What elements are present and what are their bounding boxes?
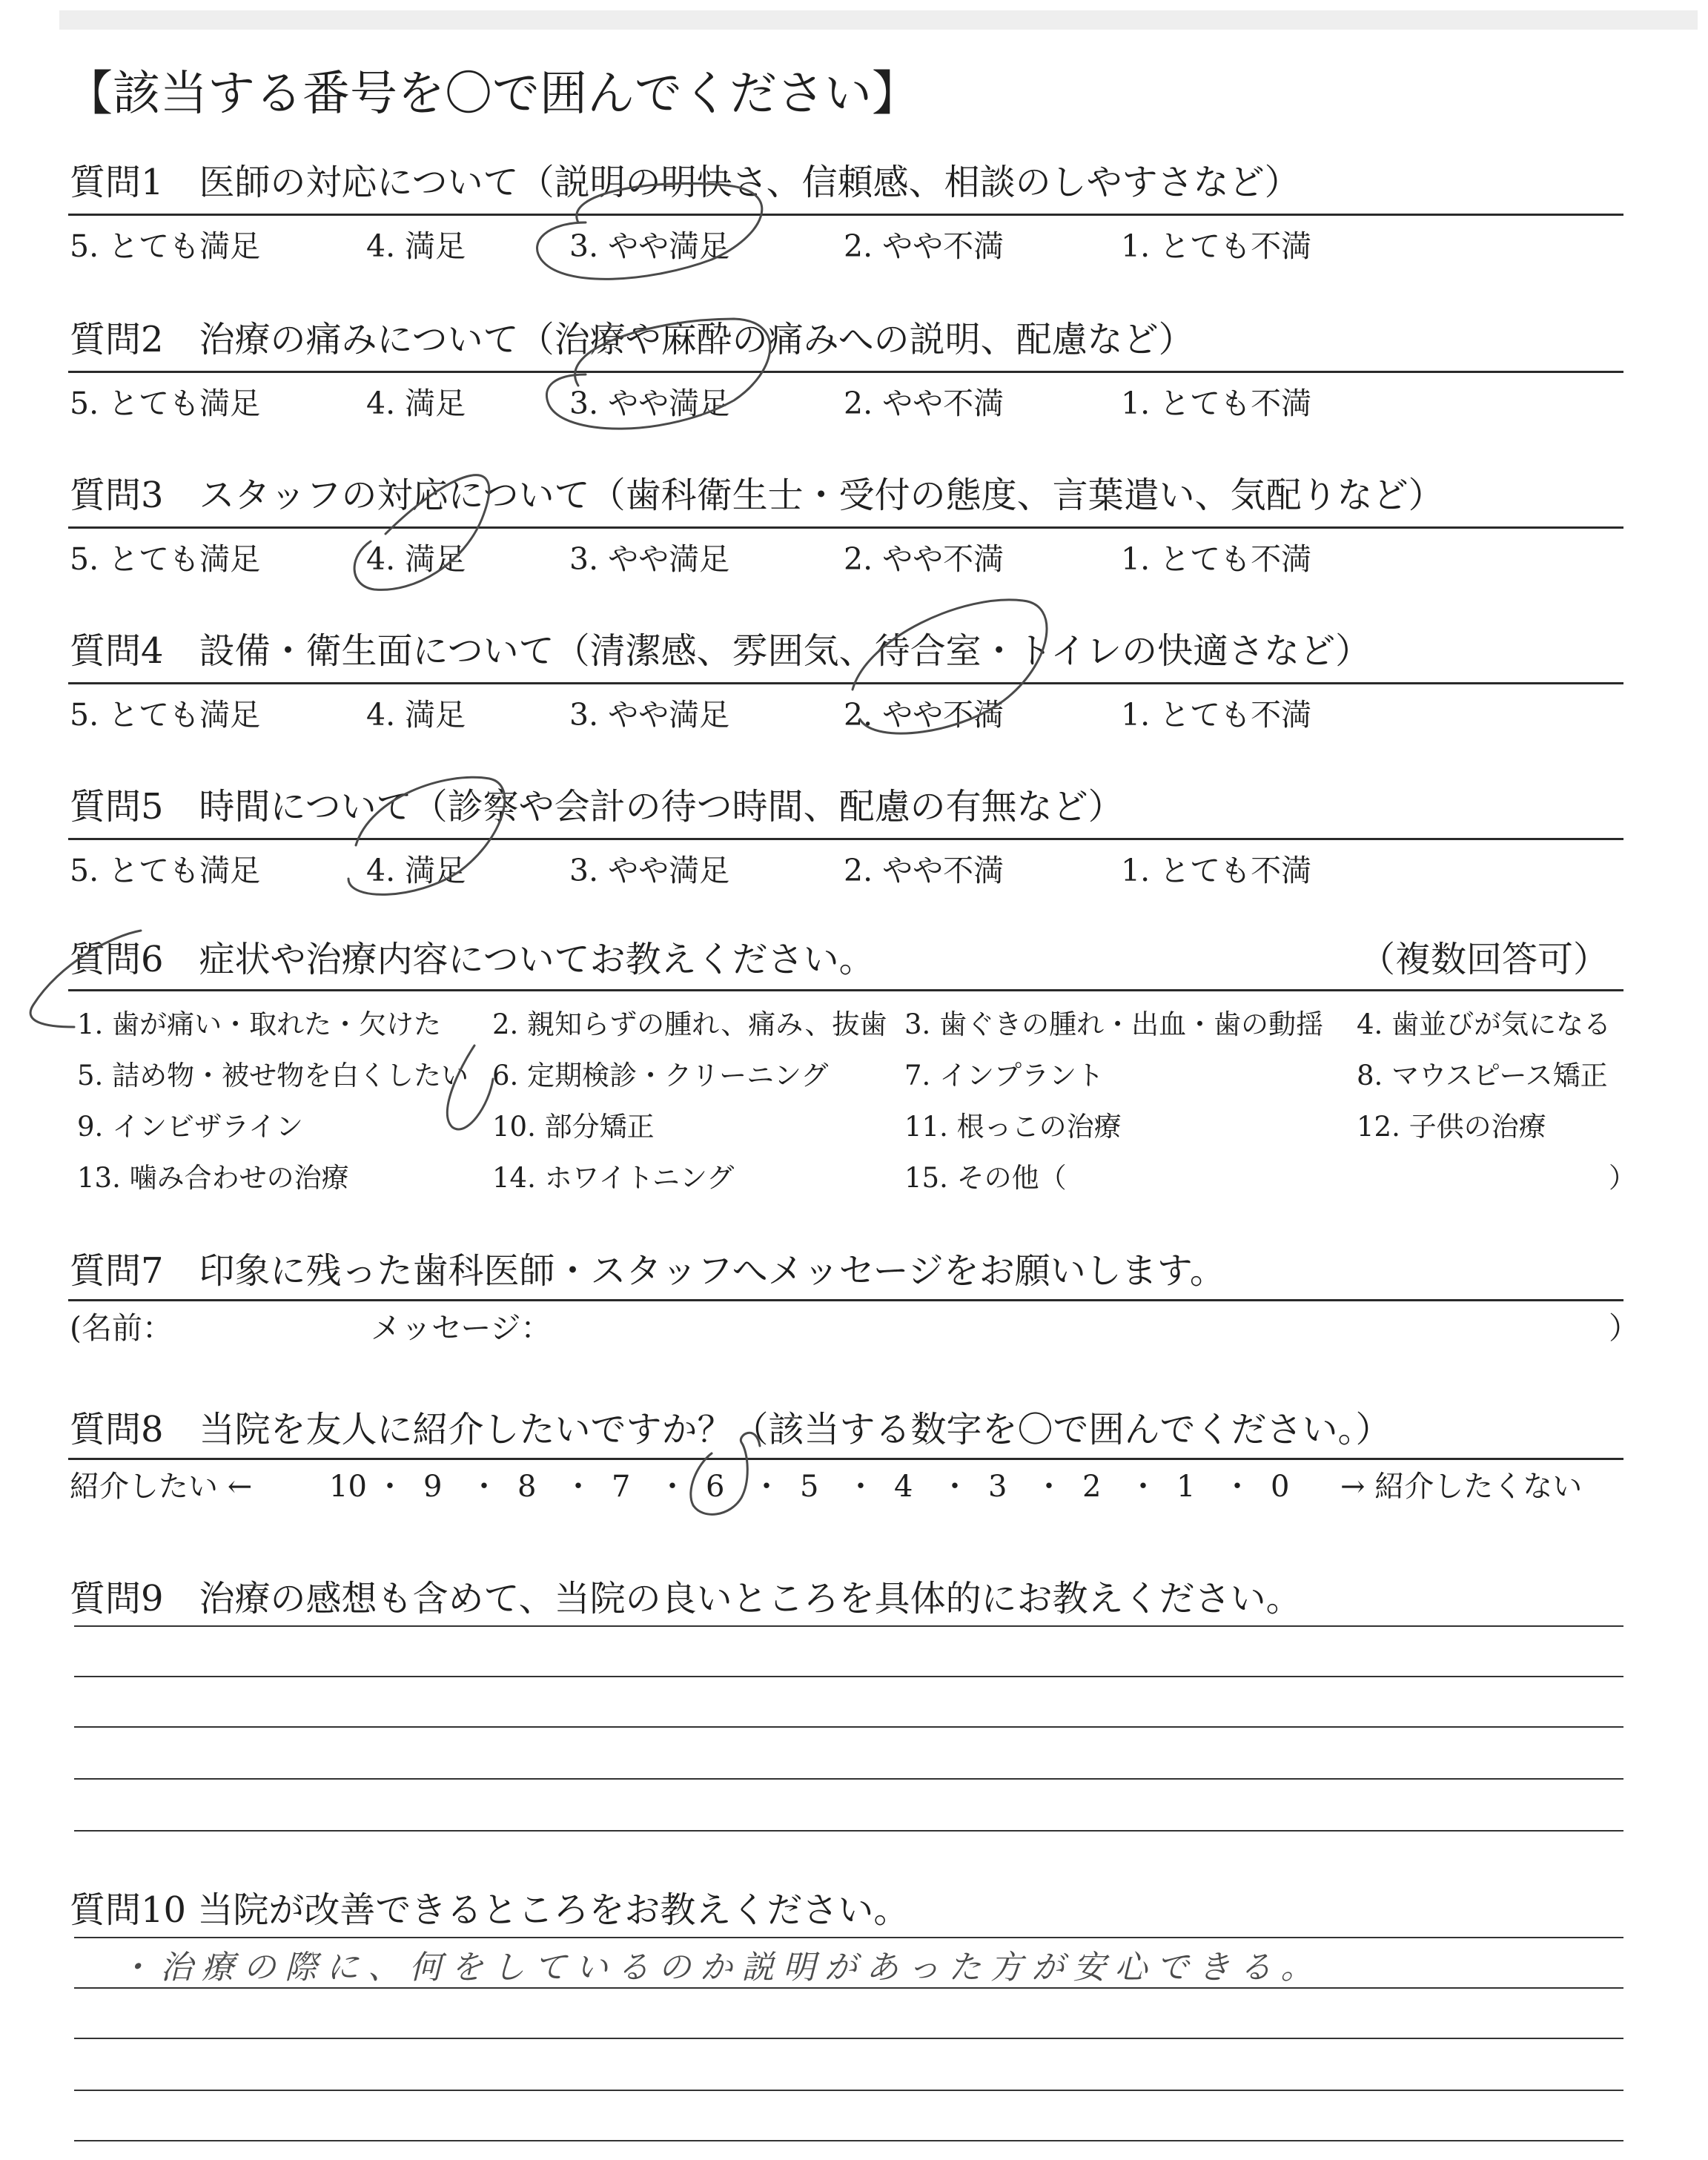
q3-option-2[interactable]: 2. やや不満 <box>844 541 1004 577</box>
q8-right-label: → 紹介したくない <box>1340 1470 1583 1504</box>
q3-rule <box>68 526 1623 529</box>
q8-rule <box>68 1458 1623 1460</box>
q1-heading: 質問1 医師の対応について（説明の明快さ、信頼感、相談のしやすさなど） <box>70 162 1300 203</box>
q3-heading: 質問3 スタッフの対応について（歯科衛生士・受付の態度、言葉遣い、気配りなど） <box>70 475 1444 516</box>
q2-rule <box>68 371 1623 373</box>
scan-top-band <box>59 10 1698 30</box>
q10-answer-line <box>74 2038 1623 2039</box>
q4-option-4[interactable]: 4. 満足 <box>366 697 466 733</box>
q8-heading: 質問8 当院を友人に紹介したいですか？（該当する数字を〇で囲んでください。） <box>70 1409 1391 1450</box>
q8-scale-value-6[interactable]: 6 <box>706 1470 725 1504</box>
q6-option-8[interactable]: 8. マウスピース矯正 <box>1357 1060 1608 1091</box>
q6-option-9[interactable]: 9. インビザライン <box>77 1111 303 1143</box>
q8-scale-separator: ・ <box>1034 1470 1064 1504</box>
q9-heading: 質問9 治療の感想も含めて、当院の良いところを具体的にお教えください。 <box>70 1578 1302 1619</box>
q8-scale-value-7[interactable]: 7 <box>612 1470 631 1504</box>
q1-option-2[interactable]: 2. やや不満 <box>844 228 1004 264</box>
q3-option-4[interactable]: 4. 満足 <box>366 541 466 577</box>
q4-rule <box>68 682 1623 684</box>
q10-answer-line <box>74 2140 1623 2141</box>
q4-heading: 質問4 設備・衛生面について（清潔感、雰囲気、待合室・トイレの快適さなど） <box>70 630 1371 672</box>
q10-answer-line <box>74 1937 1623 1938</box>
q5-option-2[interactable]: 2. やや不満 <box>844 853 1004 888</box>
q6-option-1[interactable]: 1. 歯が痛い・取れた・欠けた <box>77 1008 442 1040</box>
q8-scale-separator: ・ <box>469 1470 499 1504</box>
q9-answer-line <box>74 1676 1623 1677</box>
q4-option-5[interactable]: 5. とても満足 <box>70 697 261 733</box>
q8-scale-value-1[interactable]: 1 <box>1176 1470 1196 1504</box>
q6-rule <box>68 989 1623 991</box>
q5-option-1[interactable]: 1. とても不満 <box>1121 853 1312 888</box>
q8-scale-separator: ・ <box>752 1470 781 1504</box>
q6-other-close-paren: ） <box>1609 1162 1636 1194</box>
q8-scale-separator: ・ <box>1222 1470 1252 1504</box>
q1-option-5[interactable]: 5. とても満足 <box>70 228 261 264</box>
q9-answer-line <box>74 1830 1623 1832</box>
q8-scale-value-2[interactable]: 2 <box>1082 1470 1102 1504</box>
q5-option-4[interactable]: 4. 満足 <box>366 853 466 888</box>
q2-option-2[interactable]: 2. やや不満 <box>844 386 1004 421</box>
q7-heading: 質問7 印象に残った歯科医師・スタッフへメッセージをお願いします。 <box>70 1250 1225 1292</box>
q8-scale-value-5[interactable]: 5 <box>800 1470 819 1504</box>
q8-scale-value-4[interactable]: 4 <box>894 1470 913 1504</box>
q3-option-1[interactable]: 1. とても不満 <box>1121 541 1312 577</box>
q7-close-paren: ） <box>1609 1310 1639 1346</box>
q4-option-3[interactable]: 3. やや満足 <box>569 697 730 733</box>
q1-option-1[interactable]: 1. とても不満 <box>1121 228 1312 264</box>
q6-option-14[interactable]: 14. ホワイトニング <box>492 1162 735 1194</box>
q10-handwritten-answer: ・治療の際に、何をしているのか説明があった方が安心できる。 <box>119 1949 1323 1986</box>
q6-option-11[interactable]: 11. 根っこの治療 <box>904 1111 1122 1143</box>
q2-option-5[interactable]: 5. とても満足 <box>70 386 261 421</box>
q6-option-3[interactable]: 3. 歯ぐきの腫れ・出血・歯の動揺 <box>904 1008 1324 1040</box>
q1-option-3[interactable]: 3. やや満足 <box>569 228 730 264</box>
q10-answer-line <box>74 2090 1623 2091</box>
q8-scale-value-8[interactable]: 8 <box>517 1470 537 1504</box>
q8-scale-separator: ・ <box>375 1470 405 1504</box>
q5-option-3[interactable]: 3. やや満足 <box>569 853 730 888</box>
q8-scale-separator: ・ <box>563 1470 593 1504</box>
q7-rule <box>68 1299 1623 1301</box>
q3-option-3[interactable]: 3. やや満足 <box>569 541 730 577</box>
q6-option-12[interactable]: 12. 子供の治療 <box>1357 1111 1546 1143</box>
q6-multi-note: （複数回答可） <box>1360 939 1609 980</box>
q4-option-1[interactable]: 1. とても不満 <box>1121 697 1312 733</box>
q8-scale-value-10[interactable]: 10 <box>329 1470 367 1504</box>
q3-option-5[interactable]: 5. とても満足 <box>70 541 261 577</box>
q6-heading: 質問6 症状や治療内容についてお教えください。 <box>70 939 875 980</box>
q2-option-1[interactable]: 1. とても不満 <box>1121 386 1312 421</box>
q4-option-2[interactable]: 2. やや不満 <box>844 697 1004 733</box>
q2-option-4[interactable]: 4. 満足 <box>366 386 466 421</box>
q6-option-10[interactable]: 10. 部分矯正 <box>492 1111 655 1143</box>
q8-left-label: 紹介したい ← <box>70 1470 253 1504</box>
page-title: 【該当する番号を〇で囲んでください】 <box>65 67 919 122</box>
q7-name-label: (名前： <box>70 1310 173 1346</box>
q9-answer-line <box>74 1726 1623 1728</box>
q8-scale-separator: ・ <box>940 1470 970 1504</box>
q8-scale-separator: ・ <box>658 1470 687 1504</box>
q6-option-6[interactable]: 6. 定期検診・クリーニング <box>492 1060 829 1091</box>
q6-option-4[interactable]: 4. 歯並びが気になる <box>1357 1008 1612 1040</box>
q6-option-5[interactable]: 5. 詰め物・被せ物を白くしたい <box>77 1060 469 1091</box>
q5-option-5[interactable]: 5. とても満足 <box>70 853 261 888</box>
q2-heading: 質問2 治療の痛みについて（治療や麻酔の痛みへの説明、配慮など） <box>70 319 1194 360</box>
q8-scale-value-0[interactable]: 0 <box>1271 1470 1290 1504</box>
q6-option-2[interactable]: 2. 親知らずの腫れ、痛み、抜歯 <box>492 1008 887 1040</box>
q8-scale-value-3[interactable]: 3 <box>988 1470 1007 1504</box>
q5-rule <box>68 838 1623 840</box>
q9-answer-line <box>74 1625 1623 1627</box>
q2-option-3[interactable]: 3. やや満足 <box>569 386 730 421</box>
q5-heading: 質問5 時間について（診察や会計の待つ時間、配慮の有無など） <box>70 786 1124 828</box>
q6-option-7[interactable]: 7. インプラント <box>904 1060 1105 1091</box>
q9-answer-line <box>74 1778 1623 1780</box>
q8-scale-separator: ・ <box>846 1470 875 1504</box>
q7-message-label: メッセージ： <box>371 1310 552 1346</box>
q6-option-13[interactable]: 13. 噛み合わせの治療 <box>77 1162 349 1194</box>
q1-rule <box>68 214 1623 216</box>
q10-answer-line <box>74 1987 1623 1989</box>
q8-scale-value-9[interactable]: 9 <box>423 1470 443 1504</box>
q8-scale-separator: ・ <box>1128 1470 1158 1504</box>
q10-heading: 質問10 当院が改善できるところをお教えください。 <box>70 1889 910 1931</box>
q6-option-15[interactable]: 15. その他（ <box>904 1162 1067 1194</box>
q1-option-4[interactable]: 4. 満足 <box>366 228 466 264</box>
